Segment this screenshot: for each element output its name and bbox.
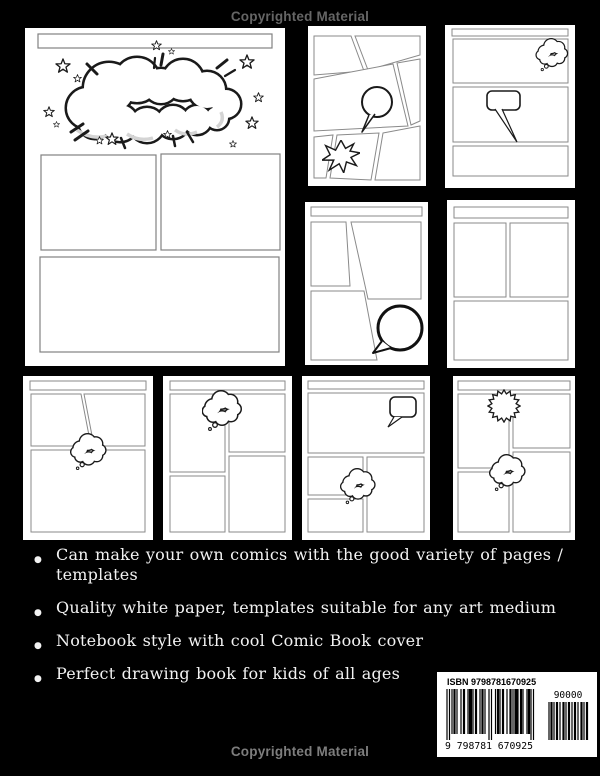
comic-panel <box>229 456 285 532</box>
comic-panel <box>311 222 350 286</box>
comic-panel <box>161 154 280 250</box>
feature-item: ● Notebook style with cool Comic Book cover <box>32 631 592 651</box>
comic-panel <box>308 499 363 532</box>
title-bar-panel <box>30 381 146 390</box>
template-page-offset-grid <box>163 376 292 540</box>
title-bar-panel <box>170 381 285 390</box>
template-page-three-rows <box>445 25 575 188</box>
template-page-diagonal-top <box>23 376 153 540</box>
template-page-diagonal-split <box>305 202 428 365</box>
comic-panel <box>40 257 279 352</box>
template-page-wide-top <box>302 376 430 540</box>
template-page-diagonal <box>308 26 426 186</box>
scalloped-burst-bubble-icon <box>488 390 520 422</box>
feature-item: ● Can make your own comics with the good variety of pages / templates <box>32 545 592 585</box>
comic-panel <box>367 457 424 532</box>
comic-panel <box>513 394 570 448</box>
comic-panel <box>510 223 568 297</box>
title-bar-panel <box>458 381 570 390</box>
copyright-watermark-top: Copyrighted Material <box>230 9 370 24</box>
copyright-watermark-bottom: Copyrighted Material <box>230 744 370 759</box>
title-bar-panel <box>454 207 568 218</box>
feature-item: ● Perfect drawing book for kids of all ages <box>32 664 592 684</box>
template-page-two-columns <box>447 200 575 368</box>
feature-item: ● Quality white paper, templates suitable for any art medium <box>32 598 592 618</box>
price-code: 90000 <box>553 690 583 701</box>
isbn-label: ISBN 9798781670925 <box>447 677 537 687</box>
title-bar-panel <box>452 29 568 36</box>
title-bar-panel <box>311 207 422 216</box>
comic-panel <box>454 301 568 360</box>
template-page-title-cloud <box>25 28 285 366</box>
comic-panel <box>453 146 568 176</box>
isbn-digits: 9 798781 670925 <box>445 741 533 752</box>
comic-panel <box>41 155 156 250</box>
comic-panel <box>454 223 506 297</box>
title-bar-panel <box>308 381 424 389</box>
template-page-burst-grid <box>453 376 575 540</box>
comic-panel <box>170 476 225 532</box>
